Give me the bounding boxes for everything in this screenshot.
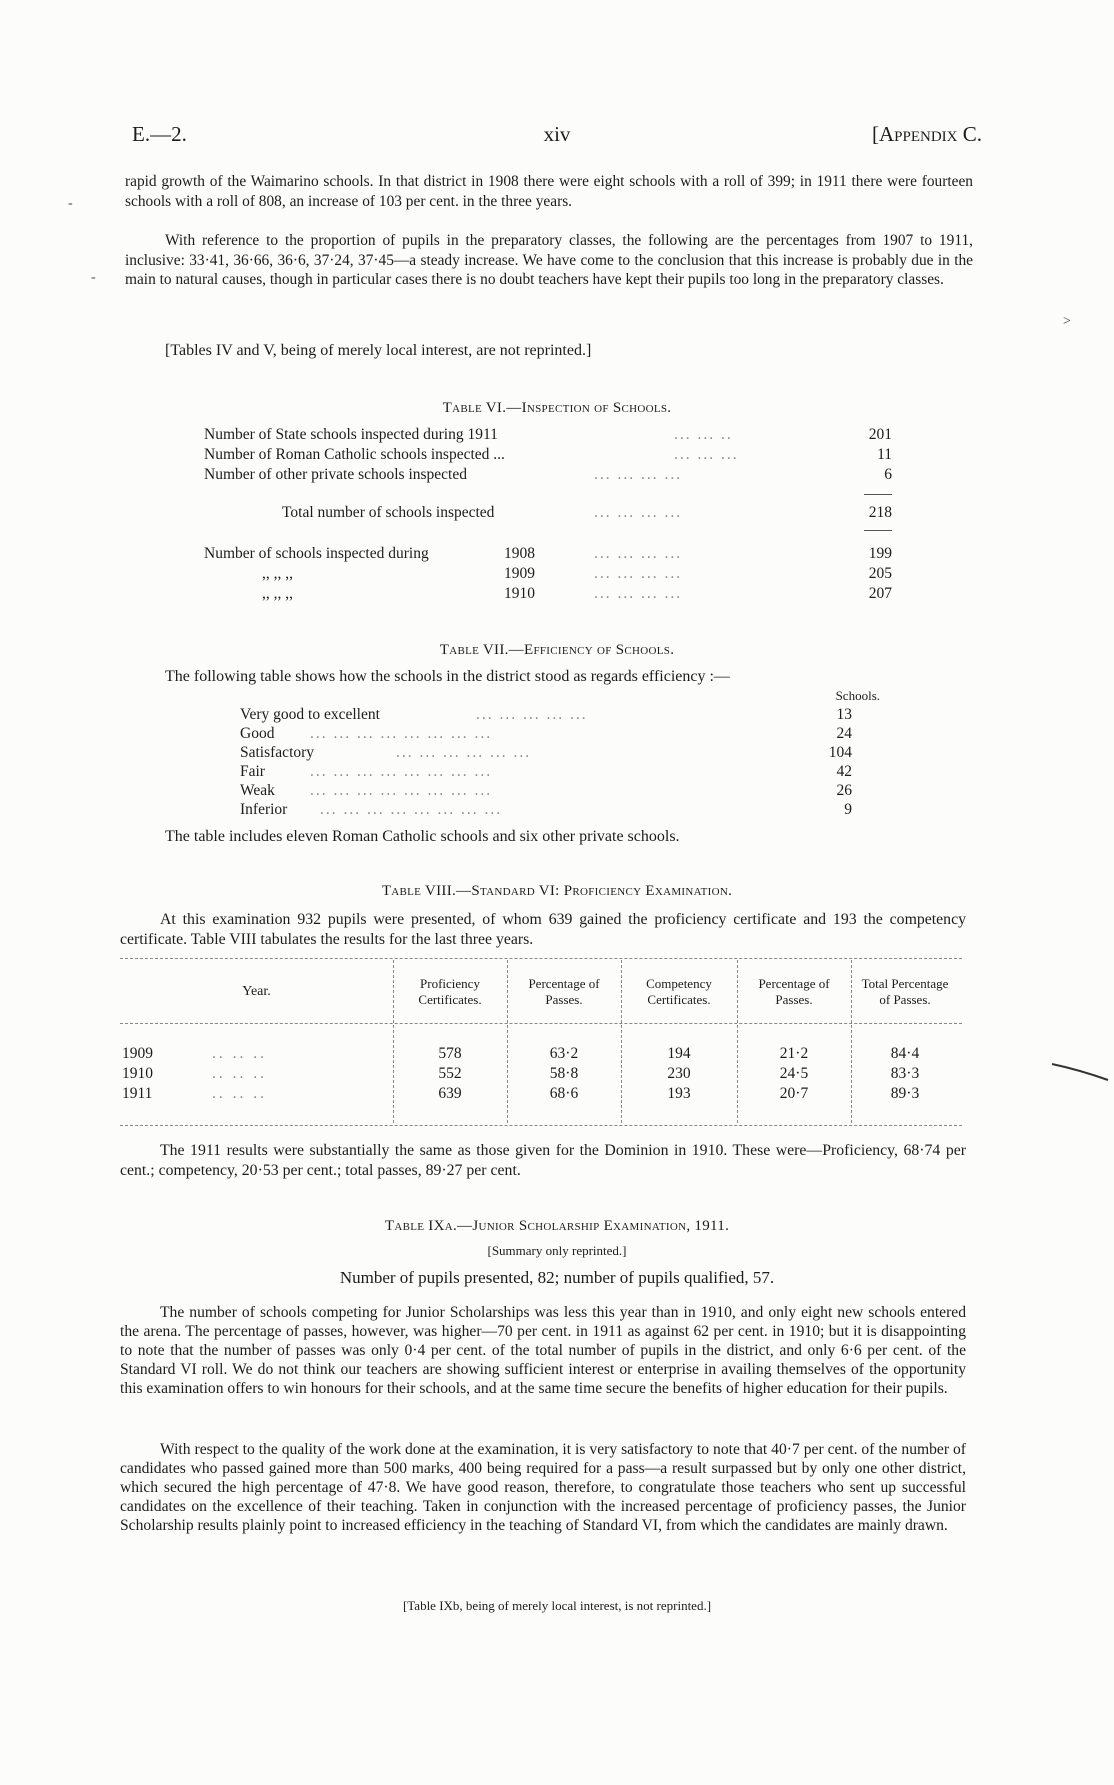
table8-intro: At this examination 932 pupils were presented, of whom 639 gained the proficiency certificate and 193 the competency certificate. Table VIII tabulates the results for the last three years. [120, 911, 966, 948]
cell: 63·2 [549, 1045, 579, 1062]
leader-dots: ... ... ... ... ... ... ... ... [320, 801, 503, 818]
cell: 83·3 [890, 1065, 920, 1082]
col-header-pct-passes-2: Percentage of Passes. [758, 976, 830, 1007]
leader-dots: ... ... ... ... ... ... ... ... [310, 782, 493, 799]
cell: 578 [438, 1045, 462, 1062]
efficiency-label: Weak [240, 782, 275, 799]
table7-row [240, 782, 852, 802]
leader-dots: ... ... ... ... [594, 466, 683, 483]
table8-title: Table VIII.—Standard VI: Proficiency Examination. [381, 883, 733, 899]
header-page-number: xiv [543, 122, 571, 146]
cell: 194 [667, 1045, 691, 1062]
ditto-marks: ,, ,, ,, [262, 565, 293, 582]
cell: 24·5 [779, 1065, 809, 1082]
efficiency-value: 104 [828, 744, 852, 761]
table6-total-value: 218 [868, 504, 892, 521]
cell: 58·8 [549, 1065, 579, 1082]
cell: 21·2 [779, 1045, 809, 1062]
efficiency-value: 13 [836, 706, 852, 723]
table6-row [204, 446, 892, 466]
cell: 20·7 [779, 1085, 809, 1102]
table-header-rule [120, 1023, 962, 1024]
header-left: E.—2. [132, 122, 187, 146]
table7-row [240, 763, 852, 783]
leader-dots: ... ... ... ... [594, 545, 683, 562]
schools-header: Schools. [835, 688, 880, 703]
margin-mark: > [1063, 314, 1071, 329]
leader-dots: ... ... .. [674, 426, 733, 443]
table9-paragraph-1: The number of schools competing for Junior Scholarships was less this year than in 1910, and only eight new schools entered the arena. The percentage of passes, however, was higher—70 per cent. in 1911 as against 62 per cent. in 1910; but it is disappointing to note that the number of passes was only 0·4 per cent. of the total number of pupils in the district, and only 6·6 per cent. of the Standard VI roll. We do not think our teachers are showing sufficient interest or enterprise in availing themselves of the opportunity this examination offers to win honours for their schools, and at the same time secure the benefits of higher education for their pupils. [120, 1304, 966, 1397]
cell: 230 [667, 1065, 691, 1082]
table6-prev-value: 199 [868, 545, 892, 562]
leader-dots: ... ... ... ... ... [476, 706, 588, 723]
col-header-pct-passes: Percentage of Passes. [528, 976, 600, 1007]
leader-dots: .. .. .. [212, 1065, 267, 1082]
table6-prev-row [204, 585, 892, 605]
col-header-year: Year. [242, 984, 271, 999]
efficiency-label: Fair [240, 763, 265, 780]
header-right: [Appendix C. [871, 122, 982, 146]
table6-row-label: Number of other private schools inspected [204, 466, 467, 483]
tables-4-5-note: [Tables IV and V, being of merely local interest, are not reprinted.] [165, 342, 592, 359]
efficiency-value: 24 [836, 725, 852, 742]
leader-dots: ... ... ... [674, 446, 739, 463]
sum-rule [864, 494, 892, 495]
leader-dots: ... ... ... ... ... ... ... ... [310, 763, 493, 780]
col-header-proficiency: Proficiency Certificates. [418, 976, 482, 1007]
sum-rule [864, 530, 892, 531]
table6-prev-label: Number of schools inspected during [204, 545, 429, 562]
table7-col-header [780, 688, 880, 708]
margin-mark: - [68, 196, 73, 211]
leader-dots: ... ... ... ... [594, 565, 683, 582]
col-header-total-pct: Total Percentage of Passes. [861, 976, 949, 1007]
leader-dots: .. .. .. [212, 1045, 267, 1062]
efficiency-value: 9 [844, 801, 852, 818]
col-header-competency: Competency Certificates. [646, 976, 712, 1007]
leader-dots: .. .. .. [212, 1085, 267, 1102]
table6-title: Table VI.—Inspection of Schools. [442, 400, 672, 416]
margin-stroke [1050, 1060, 1110, 1085]
margin-mark: - [91, 270, 96, 285]
cell: 193 [667, 1085, 691, 1102]
leader-dots: ... ... ... ... [594, 585, 683, 602]
efficiency-label: Good [240, 725, 275, 742]
table7-row [240, 725, 852, 745]
leader-dots: ... ... ... ... ... ... [396, 744, 532, 761]
table6-prev-year: 1910 [504, 585, 535, 602]
cell: 84·4 [890, 1045, 920, 1062]
table7-footnote: The table includes eleven Roman Catholic schools and six other private schools. [165, 828, 680, 845]
cell-year: 1911 [122, 1085, 153, 1102]
table6-prev-row [204, 565, 892, 585]
ditto-marks: ,, ,, ,, [262, 585, 293, 602]
table8-after: The 1911 results were substantially the same as those given for the Dominion in 1910. These were—Proficiency, 68·74 per cent.; competency, 20·53 per cent.; total passes, 89·27 per cent. [120, 1142, 966, 1179]
table9-summary: Number of pupils presented, 82; number of pupils qualified, 57. [339, 1268, 775, 1287]
table7-row [240, 706, 852, 726]
cell: 68·6 [549, 1085, 579, 1102]
table-top-rule [120, 958, 962, 959]
table6-row-label: Number of Roman Catholic schools inspected ... [204, 446, 505, 463]
table7-row [240, 801, 852, 821]
table6-row-value: 11 [877, 446, 892, 463]
cell-year: 1909 [122, 1045, 153, 1062]
leader-dots: ... ... ... ... ... ... ... ... [310, 725, 493, 742]
efficiency-label: Inferior [240, 801, 288, 818]
table6-prev-value: 205 [868, 565, 892, 582]
table7-row [240, 744, 852, 764]
table7-title: Table VII.—Efficiency of Schools. [439, 642, 675, 658]
table6-prev-year: 1908 [504, 545, 535, 562]
leader-dots: ... ... ... ... [594, 504, 683, 521]
cell: 89·3 [890, 1085, 920, 1102]
cell: 639 [438, 1085, 462, 1102]
cell-year: 1910 [122, 1065, 153, 1082]
table6-prev-value: 207 [868, 585, 892, 602]
efficiency-label: Very good to excellent [240, 706, 380, 723]
efficiency-value: 42 [836, 763, 852, 780]
table-bottom-rule [120, 1125, 962, 1126]
intro-paragraph-2: With reference to the proportion of pupils in the preparatory classes, the following are the percentages from 1907 to 1911, inclusive: 33·41, 36·66, 36·6, 37·24, 37·45—a steady increase. We have come to the conclusion that this increase is probably due in the main to natural causes, though in particular cases there is no doubt teachers have kept their pupils too long in the preparatory classes. [125, 232, 973, 288]
cell: 552 [438, 1065, 462, 1082]
table6-prev-row [204, 545, 892, 565]
table6-row [204, 466, 892, 486]
table6-row-label: Number of State schools inspected during 1911 [204, 426, 498, 443]
table9-endnote: [Table IXb, being of merely local interest, is not reprinted.] [402, 1598, 712, 1613]
table6-total-row [204, 504, 892, 524]
table7-intro: The following table shows how the schools in the district stood as regards efficiency :— [165, 668, 730, 685]
table6-row-value: 201 [868, 426, 892, 443]
page-header [132, 122, 982, 152]
table6-row-value: 6 [884, 466, 892, 483]
table6-prev-year: 1909 [504, 565, 535, 582]
efficiency-label: Satisfactory [240, 744, 315, 761]
table6-row [204, 426, 892, 446]
table9-subnote: [Summary only reprinted.] [487, 1243, 627, 1258]
table6-total-label: Total number of schools inspected [282, 504, 495, 521]
intro-paragraph-1: rapid growth of the Waimarino schools. In that district in 1908 there were eight schools with a roll of 399; in 1911 there were fourteen schools with a roll of 808, an increase of 103 per cent. in the three years. [125, 173, 973, 210]
table9-paragraph-2: With respect to the quality of the work done at the examination, it is very satisfactory to note that 40·7 per cent. of the number of candidates who passed gained more than 500 marks, 400 being required for a pass—a result surpassed but by only one other district, which secured the high percentage of 47·8. We have good reason, therefore, to congratulate those teachers who sent up successful candidates on the excellence of their teaching. Taken in conjunction with the increased percentage of proficiency passes, the Junior Scholarship results plainly point to increased efficiency in the teaching of Standard VI, from which the candidates are mainly drawn. [120, 1441, 966, 1534]
table9-title: Table IXa.—Junior Scholarship Examination, 1911. [384, 1218, 730, 1234]
efficiency-value: 26 [836, 782, 852, 799]
